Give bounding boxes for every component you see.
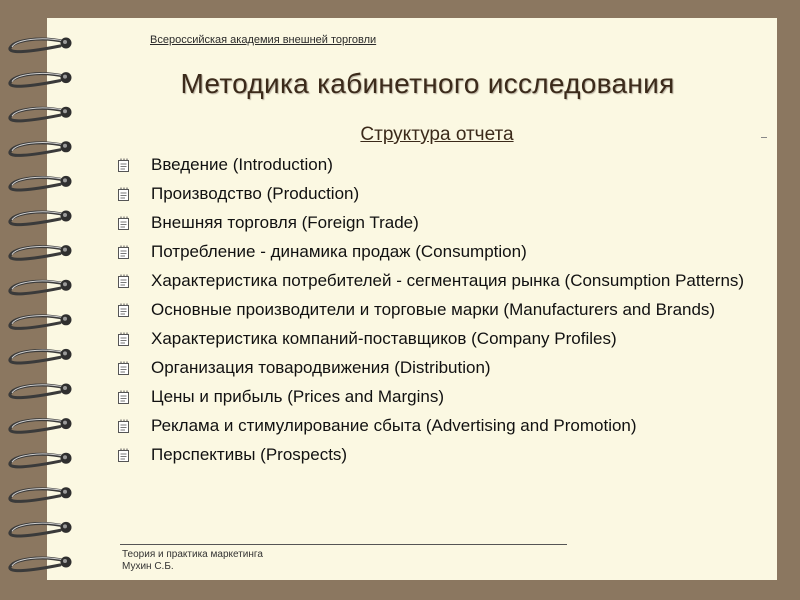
spiral-ring-icon [10, 349, 72, 363]
spiral-ring-icon [10, 211, 72, 225]
spiral-ring-icon [10, 141, 72, 155]
page-title: Методика кабинетного исследования [180, 68, 675, 99]
list-item-text: Цены и прибыль (Prices and Margins) [151, 387, 445, 406]
list-item-text: Потребление - динамика продаж (Consumption) [151, 242, 527, 261]
footer-author: Мухин С.Б. [122, 561, 174, 572]
list-item [116, 298, 756, 321]
spiral-ring-icon [10, 453, 72, 467]
list-item [116, 153, 756, 176]
spiral-ring-icon [10, 418, 72, 432]
list-item [116, 356, 756, 379]
list-item [116, 182, 756, 205]
list-item [116, 443, 756, 466]
report-structure-list [116, 153, 756, 472]
decorative-dash [761, 137, 767, 138]
organization-header: Всероссийская академия внешней торговли [150, 34, 377, 46]
notepad-icon [116, 331, 132, 347]
notepad-icon [116, 302, 132, 318]
list-item-text: Производство (Production) [151, 184, 360, 203]
section-subtitle: Структура отчета [360, 124, 514, 145]
spiral-ring-icon [10, 176, 72, 190]
notepad-icon [116, 244, 132, 260]
list-item-text: Организация товародвижения (Distribution) [151, 358, 491, 377]
notepad-icon [116, 360, 132, 376]
notepad-icon [116, 389, 132, 405]
spiral-ring-icon [10, 384, 72, 398]
notepad-icon [116, 273, 132, 289]
list-item [116, 240, 756, 263]
spiral-ring-icon [10, 38, 72, 52]
list-item-text: Реклама и стимулирование сбыта (Advertising and Promotion) [151, 416, 637, 435]
list-item [116, 414, 756, 437]
list-item [116, 269, 756, 292]
list-item-text: Введение (Introduction) [151, 155, 333, 174]
footer-divider [120, 544, 567, 545]
list-item-text: Внешняя торговля (Foreign Trade) [151, 213, 419, 232]
list-item [116, 385, 756, 408]
notepad-icon [116, 418, 132, 434]
spiral-ring-icon [10, 280, 72, 294]
spiral-ring-icon [10, 314, 72, 328]
spiral-ring-icon [10, 557, 72, 571]
list-item-text: Характеристика потребителей - сегментация рынка (Consumption Patterns) [151, 271, 745, 290]
list-item-text: Характеристика компаний-поставщиков (Company Profiles) [151, 329, 617, 348]
notepad-icon [116, 157, 132, 173]
list-item-text: Основные производители и торговые марки (Manufacturers and Brands) [151, 300, 716, 319]
spiral-ring-icon [10, 522, 72, 536]
spiral-ring-icon [10, 487, 72, 501]
notepad-icon [116, 215, 132, 231]
list-item [116, 211, 756, 234]
notepad-icon [116, 186, 132, 202]
spiral-ring-icon [10, 245, 72, 259]
list-item-text: Перспективы (Prospects) [151, 445, 348, 464]
footer [122, 549, 263, 573]
notepad-icon [116, 447, 132, 463]
footer-course: Теория и практика маркетинга [122, 549, 263, 560]
spiral-ring-icon [10, 107, 72, 121]
list-item [116, 327, 756, 350]
